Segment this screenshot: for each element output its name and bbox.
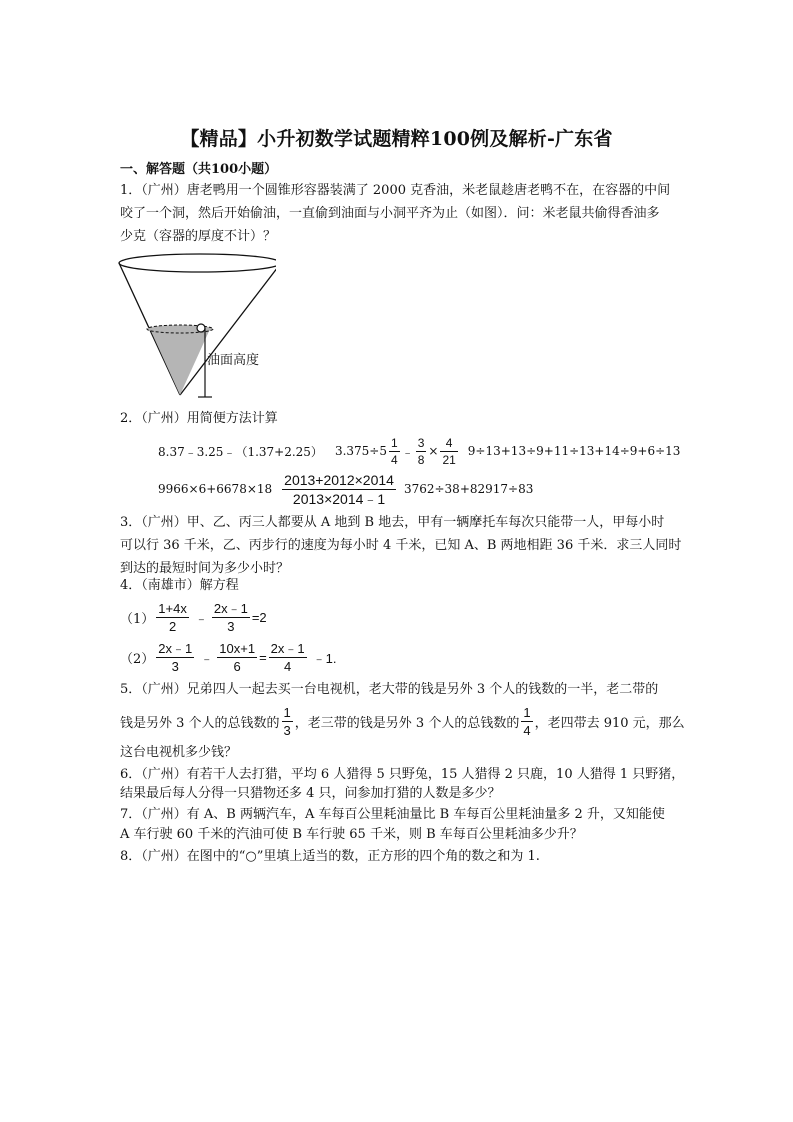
q3-line-3: 到达的最短时间为多少小时？ (120, 561, 290, 576)
cone-top-rim (119, 254, 276, 272)
q1-line-1: 1．（广州）唐老鸭用一个圆锥形容器装满了 2000 克香油，米老鼠趁唐老鸭不在，在容器的中间 (120, 183, 671, 198)
q2-expr-2-frac-2: $\frac{3}{8}$ (417, 435, 425, 467)
q4-eq2-frac-1: $\frac{2x﹣1}{3}$ (158, 640, 193, 674)
q6-line-1: 6．（广州）有若干人去打猎，平均 6 人猎得 5 只野兔，15 人猎得 2 只鹿，10 人猎得 1 只野猪， (120, 767, 685, 782)
q3-line-1: 3．（广州）甲、乙、丙三人都要从 A 地到 B 地去，甲有一辆摩托车每次只能带一人，甲每小时 (120, 515, 665, 530)
q2-row-2 (158, 470, 535, 508)
q2-expr-6: 3762÷38+82917÷83 (403, 482, 534, 496)
q5-line-2-part-c: ，老四带去 910 元，那么 (534, 715, 685, 731)
q2-expr-2-frac-3: $\frac{4}{21}$ (442, 435, 456, 467)
q7-line-2: A 车行驶 60 千米的汽油可使 B 车行驶 65 千米，则 B 车每百公里耗油多少升？ (120, 827, 583, 842)
q4-eq1-frac-2: $\frac{2x﹣1}{3}$ (213, 600, 248, 634)
q4-eq2-equals: = (259, 649, 267, 665)
cone-figure (116, 250, 276, 402)
q2-expr-2-start: 3.375÷5 (334, 444, 387, 458)
section-heading: 一、解答题（共100小题） (120, 162, 278, 177)
q4-eq2-minus: ﹣ (200, 650, 214, 666)
q1-line-2: 咬了一个洞，然后开始偷油，一直偷到油面与小洞平齐为止（如图）．问：米老鼠共偷得香油多 (120, 206, 660, 221)
q6-line-2: 结果最后每人分得一只猎物还多 4 只，问参加打猎的人数是多少？ (120, 786, 501, 801)
oil-region (150, 329, 210, 395)
q2-expr-4: 9966×6+6678×18 (158, 482, 273, 496)
q4-eq1-label: （1） (120, 611, 155, 627)
q2-expr-2-times: × (428, 444, 439, 458)
hole-marker (197, 324, 205, 332)
q4-eq2-frac-3: $\frac{2x﹣1}{4}$ (270, 640, 305, 674)
page-title: 【精品】小升初数学试题精粹100例及解析-广东省 (180, 128, 613, 150)
q2-expr-1: 8.37﹣3.25﹣（1.37+2.25） (158, 444, 323, 459)
q2-heading: 2．（广州）用简便方法计算 (120, 411, 278, 426)
q5-line-2-part-b: ，老三带的钱是另外 3 个人的总钱数的 (294, 715, 520, 731)
q2-row-1 (158, 432, 682, 470)
q4-equation-2 (120, 638, 338, 676)
figure-label-oil-height: 油面高度 (207, 353, 260, 368)
q2-expr-5-frac: $\frac{2013+2012\times 2014}{2013\times 2014﹣1}$ (284, 471, 394, 507)
q2-expr-3: 9÷13+13÷9+11÷13+14÷9+6÷13 (467, 444, 681, 458)
q3-line-2: 可以行 36 千米，乙、丙步行的速度为每小时 4 千米，已知 A、B 两地相距 36 千米．求三人同时 (120, 538, 682, 553)
q2-expr-2-frac-1: $\frac{1}{4}$ (390, 435, 398, 467)
q2-expr-2-minus: ﹣ (401, 444, 414, 459)
q5-frac-1: $\frac{1}{3}$ (283, 704, 291, 738)
q5-frac-2: $\frac{1}{4}$ (523, 704, 531, 738)
q4-eq2-tail: ﹣1. (312, 650, 337, 666)
q5-line-2 (120, 702, 687, 740)
q1-line-3: 少克（容器的厚度不计）？ (120, 229, 277, 244)
q4-eq2-label: （2） (120, 651, 155, 667)
q8-line-1: 8．（广州）在图中的“○”里填上适当的数，正方形的四个角的数之和为 1. (120, 849, 540, 864)
q5-line-3: 这台电视机多少钱？ (120, 745, 238, 760)
q4-eq1-rhs: =2 (251, 609, 267, 625)
q7-line-1: 7．（广州）有 A、B 两辆汽车，A 车每百公里耗油量比 B 车每百公里耗油量多 2 升，又知能使 (120, 807, 665, 822)
q5-line-1: 5．（广州）兄弟四人一起去买一台电视机，老大带的钱是另外 3 个人的钱数的一半，老二带的 (120, 682, 659, 697)
q4-equation-1 (120, 598, 269, 636)
q4-eq2-frac-2: $\frac{10x+1}{6}$ (219, 640, 256, 674)
q4-eq1-frac-1: $\frac{1+4x}{2}$ (158, 600, 187, 634)
q5-line-2-part-a: 钱是另外 3 个人的总钱数的 (120, 715, 280, 731)
q4-heading: 4．（南雄市）解方程 (120, 578, 239, 593)
q4-eq1-minus: ﹣ (194, 610, 208, 626)
